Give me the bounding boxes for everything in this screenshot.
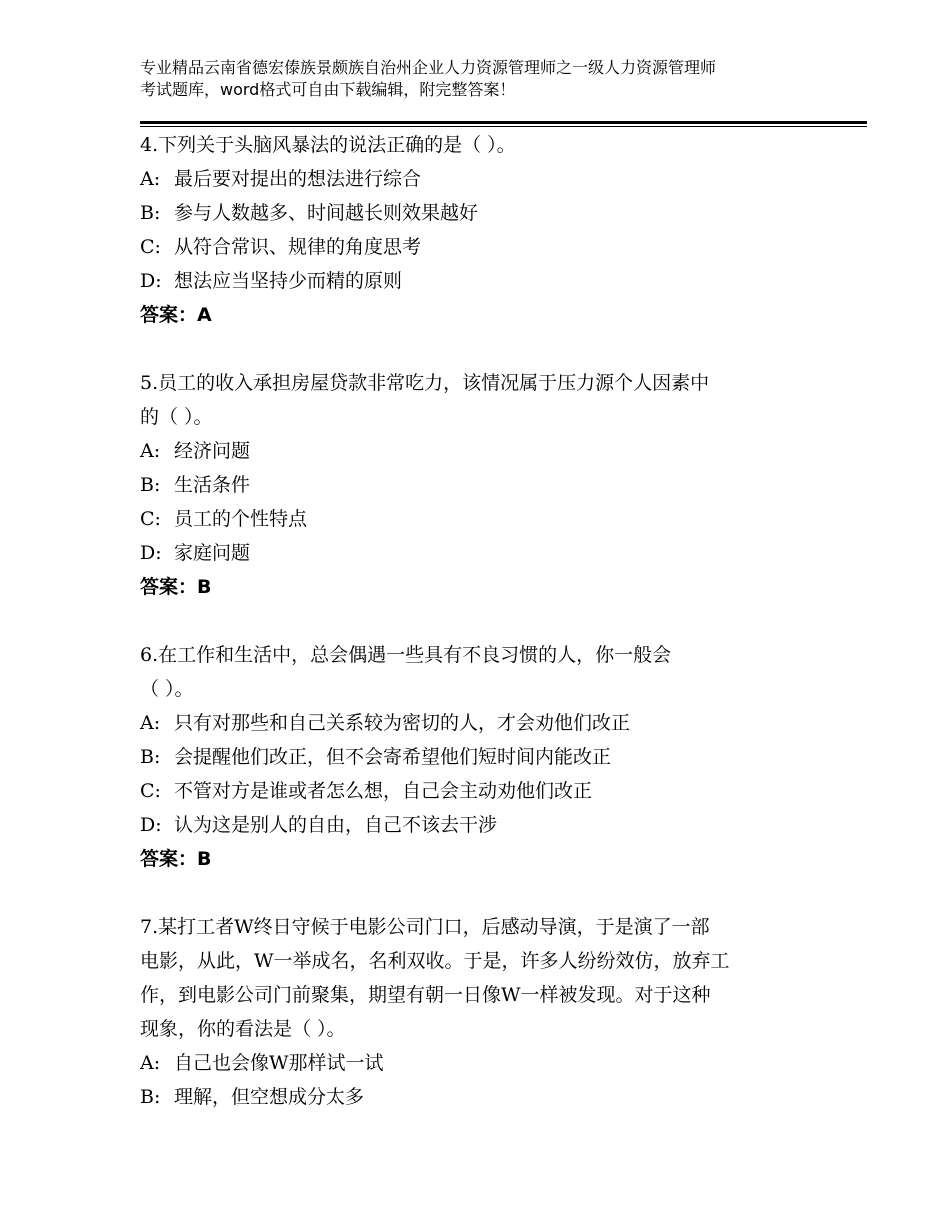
option-text: 参与人数越多、时间越长则效果越好 <box>174 202 479 224</box>
option-key: A: <box>140 440 161 462</box>
page-header <box>140 57 830 101</box>
option-a <box>140 706 840 740</box>
question-stem-line: 7.某打工者W终日守候于电影公司门口，后感动导演，于是演了一部 <box>140 916 710 938</box>
option-text: 家庭问题 <box>174 542 251 564</box>
question-list <box>140 128 840 1148</box>
header-line: 考试题库，word格式可自由下载编辑，附完整答案！ <box>140 80 516 99</box>
option-d <box>140 536 840 570</box>
option-b <box>140 468 840 502</box>
option-key: D: <box>140 814 162 836</box>
option-text: 生活条件 <box>174 474 251 496</box>
option-text: 最后要对提出的想法进行综合 <box>174 168 422 190</box>
answer-line: 答案：B <box>140 848 212 870</box>
option-b <box>140 1080 840 1114</box>
option-b <box>140 196 840 230</box>
option-d <box>140 264 840 298</box>
question-7 <box>140 910 840 1114</box>
option-key: D: <box>140 542 162 564</box>
option-key: D: <box>140 270 162 292</box>
option-key: C: <box>140 508 161 530</box>
question-4 <box>140 128 840 332</box>
question-stem-line: 的（ ）。 <box>140 406 213 428</box>
question-stem-line: 电影，从此，W一举成名，名利双收。于是，许多人纷纷效仿，放弃工 <box>140 950 730 972</box>
question-stem <box>140 638 840 706</box>
option-text: 想法应当坚持少而精的原则 <box>174 270 403 292</box>
header-rule-thin <box>140 126 867 127</box>
option-text: 只有对那些和自己关系较为密切的人，才会劝他们改正 <box>174 712 631 734</box>
answer-line: 答案：A <box>140 304 212 326</box>
option-a <box>140 434 840 468</box>
question-stem-line: 6.在工作和生活中，总会偶遇一些具有不良习惯的人，你一般会 <box>140 644 672 666</box>
option-text: 不管对方是谁或者怎么想，自己会主动劝他们改正 <box>174 780 593 802</box>
question-stem-line: 5.员工的收入承担房屋贷款非常吃力，该情况属于压力源个人因素中 <box>140 372 710 394</box>
header-line: 专业精品云南省德宏傣族景颇族自治州企业人力资源管理师之一级人力资源管理师 <box>140 58 717 77</box>
option-b <box>140 740 840 774</box>
question-stem <box>140 366 840 434</box>
option-text: 认为这是别人的自由，自己不该去干涉 <box>174 814 498 836</box>
option-key: C: <box>140 236 161 258</box>
option-a <box>140 162 840 196</box>
option-text: 从符合常识、规律的角度思考 <box>174 236 422 258</box>
option-text: 员工的个性特点 <box>174 508 308 530</box>
option-key: C: <box>140 780 161 802</box>
question-stem <box>140 128 840 162</box>
option-d <box>140 808 840 842</box>
option-text: 理解，但空想成分太多 <box>174 1086 365 1108</box>
question-stem <box>140 910 840 1046</box>
option-text: 会提醒他们改正，但不会寄希望他们短时间内能改正 <box>174 746 612 768</box>
option-c <box>140 502 840 536</box>
question-6 <box>140 638 840 876</box>
option-c <box>140 774 840 808</box>
option-key: A: <box>140 168 161 190</box>
option-key: A: <box>140 1052 161 1074</box>
option-key: B: <box>140 474 161 496</box>
question-5 <box>140 366 840 604</box>
question-stem-line: 现象，你的看法是（ ）。 <box>140 1018 346 1040</box>
option-key: B: <box>140 202 161 224</box>
option-key: B: <box>140 1086 161 1108</box>
question-stem-line: 作，到电影公司门前聚集，期望有朝一日像W一样被发现。对于这种 <box>140 984 711 1006</box>
option-text: 经济问题 <box>174 440 251 462</box>
option-key: A: <box>140 712 161 734</box>
question-stem-line: （ ）。 <box>140 678 194 700</box>
option-key: B: <box>140 746 161 768</box>
header-rule-thick <box>140 121 867 124</box>
option-text: 自己也会像W那样试一试 <box>174 1052 384 1074</box>
answer-line: 答案：B <box>140 576 212 598</box>
question-stem-line: 4.下列关于头脑风暴法的说法正确的是（ ）。 <box>140 134 516 156</box>
option-a <box>140 1046 840 1080</box>
option-c <box>140 230 840 264</box>
